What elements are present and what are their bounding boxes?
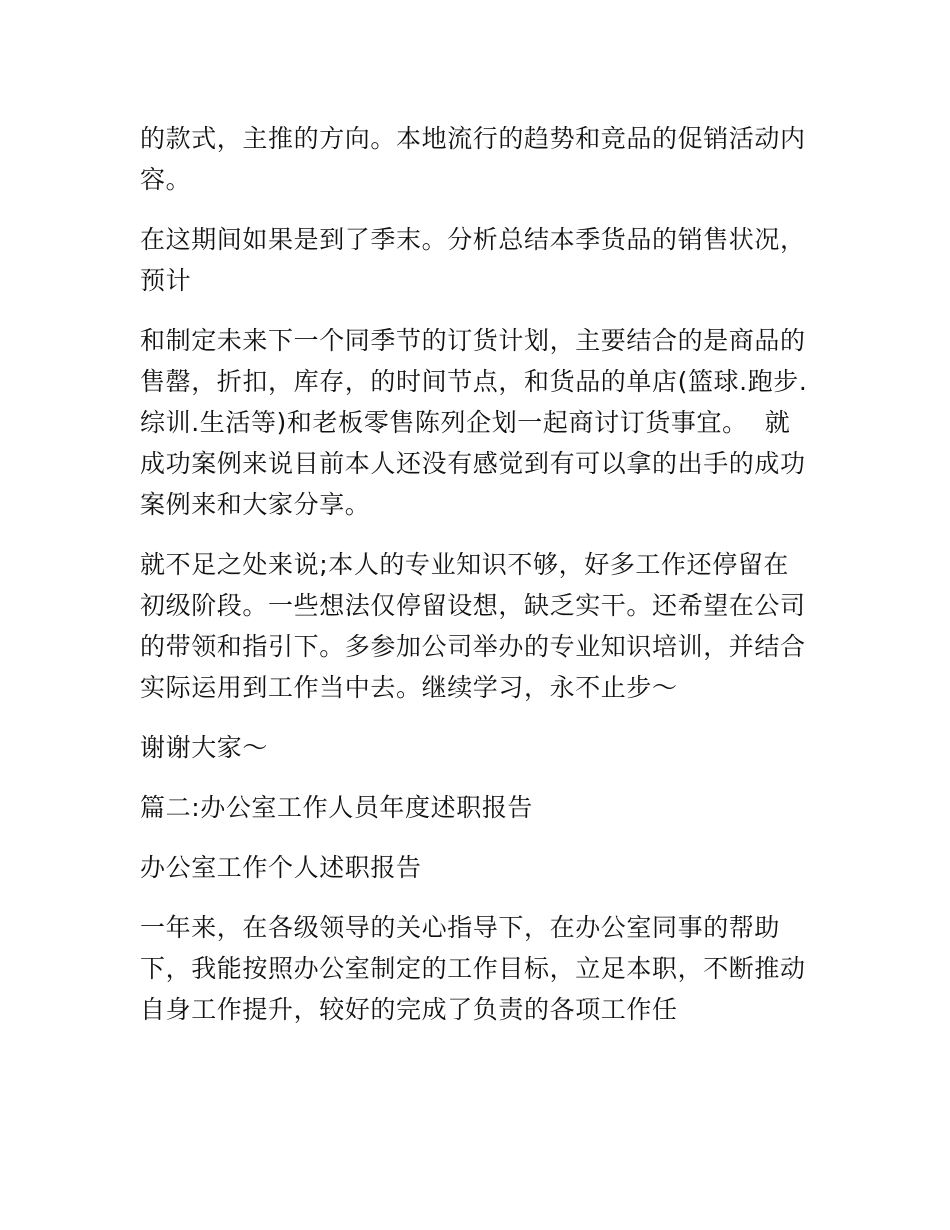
document-body	[140, 118, 810, 1049]
report-title: 办公室工作个人述职报告	[140, 853, 422, 882]
paragraph: 谢谢大家～	[140, 733, 269, 762]
paragraph: 的款式，主推的方向。本地流行的趋势和竞品的促销活动内容。	[140, 124, 806, 194]
paragraph: 就不足之处来说;本人的专业知识不够，好多工作还停留在初级阶段。一些想法仅停留设想，缺乏实干。还希望在公司的带领和指引下。多参加公司举办的专业知识培训，并结合实际运用到工作当中去。继续学习，永不止步～	[140, 550, 806, 702]
paragraph: 在这期间如果是到了季末。分析总结本季货品的销售状况，预计	[140, 225, 806, 295]
section-heading: 篇二:办公室工作人员年度述职报告	[140, 793, 534, 822]
paragraph: 和制定未来下一个同季节的订货计划，主要结合的是商品的售罄，折扣，库存，的时间节点，和货品的单店(篮球.跑步.综训.生活等)和老板零售陈列企划一起商讨订货事宜。 就成功案例来说目前本人还没有感觉到有可以拿的出手的成功案例来和大家分享。	[140, 326, 808, 519]
paragraph: 一年来，在各级领导的关心指导下，在办公室同事的帮助下，我能按照办公室制定的工作目标，立足本职，不断推动自身工作提升，较好的完成了负责的各项工作任	[140, 913, 806, 1024]
